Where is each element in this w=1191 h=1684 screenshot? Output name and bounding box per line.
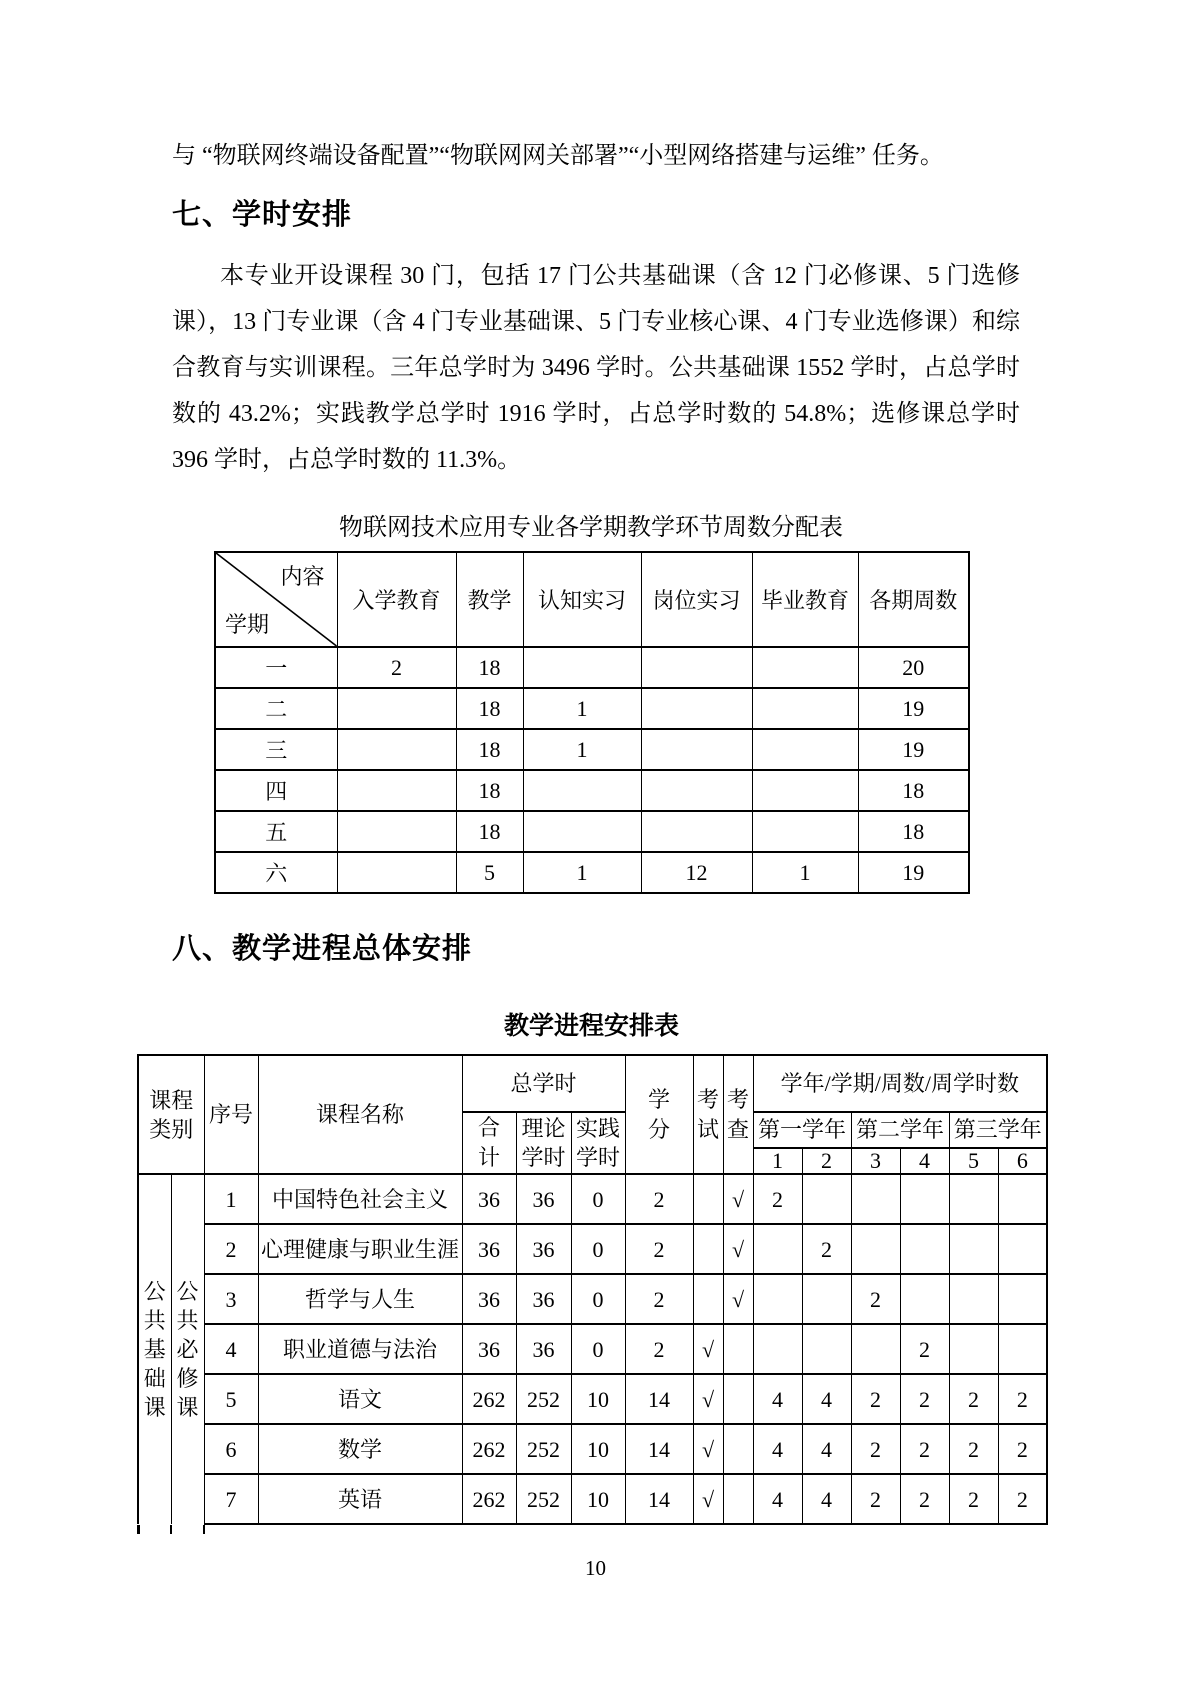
cell (523, 647, 641, 688)
table-row (215, 729, 969, 770)
cell (641, 770, 752, 811)
sem-hours: 2 (949, 1424, 998, 1474)
sem-hours: 2 (851, 1424, 900, 1474)
section-7-heading: 七、学时安排 (172, 199, 353, 231)
practice: 10 (571, 1374, 625, 1424)
table-row (215, 647, 969, 688)
total: 36 (462, 1174, 516, 1224)
practice: 0 (571, 1224, 625, 1274)
total: 36 (462, 1324, 516, 1374)
practice: 10 (571, 1424, 625, 1474)
cell: 1 (523, 852, 641, 893)
cell (752, 647, 858, 688)
course-name: 哲学与人生 (258, 1274, 462, 1324)
practice: 0 (571, 1174, 625, 1224)
cell: 1 (523, 688, 641, 729)
total: 262 (462, 1424, 516, 1474)
sem-hours: 4 (753, 1424, 802, 1474)
seq: 2 (204, 1224, 258, 1274)
column-header: 各期周数 (858, 552, 969, 647)
column-header: 岗位实习 (641, 552, 752, 647)
total: 36 (462, 1224, 516, 1274)
sem-hours (802, 1274, 851, 1324)
course-row (138, 1224, 1047, 1274)
cell: 12 (641, 852, 752, 893)
sem-hours (998, 1324, 1047, 1374)
section-8-heading: 八、教学进程总体安排 (172, 933, 473, 965)
course-name: 中国特色社会主义 (258, 1174, 462, 1224)
course-row (138, 1424, 1047, 1474)
check-mark: √ (723, 1274, 753, 1324)
header-subtotal: 合计 (462, 1112, 516, 1174)
cell (337, 688, 456, 729)
cell: 2 (337, 647, 456, 688)
header-semester: 1 (753, 1148, 802, 1174)
course-row (138, 1324, 1047, 1374)
corner-label-semester: 学期 (225, 612, 270, 637)
cell: 18 (858, 770, 969, 811)
corner-header-cell (215, 552, 337, 647)
cell (752, 688, 858, 729)
header-category: 课程类别 (138, 1055, 204, 1174)
header-exam: 考试 (693, 1055, 723, 1174)
cell (337, 852, 456, 893)
sem-hours: 4 (753, 1474, 802, 1524)
header-semester: 2 (802, 1148, 851, 1174)
cell (752, 811, 858, 852)
sem-hours: 2 (998, 1424, 1047, 1474)
sem-hours: 2 (900, 1324, 949, 1374)
check-mark (723, 1374, 753, 1424)
column-header: 毕业教育 (752, 552, 858, 647)
cell: 1 (523, 729, 641, 770)
header-total-hours: 总学时 (462, 1055, 625, 1112)
header-credits: 学分 (625, 1055, 693, 1174)
seq: 3 (204, 1274, 258, 1324)
sem-hours (753, 1224, 802, 1274)
sem-hours: 4 (802, 1374, 851, 1424)
cell: 20 (858, 647, 969, 688)
header-year-1: 第一学年 (753, 1112, 851, 1148)
cell (337, 770, 456, 811)
theory: 36 (516, 1274, 571, 1324)
credits: 14 (625, 1474, 693, 1524)
sem-hours: 2 (998, 1374, 1047, 1424)
course-row (138, 1374, 1047, 1424)
table-row (215, 852, 969, 893)
header-year-3: 第三学年 (949, 1112, 1047, 1148)
category-public-required: 公共必修课 (171, 1174, 204, 1524)
cell (752, 770, 858, 811)
course-row (138, 1174, 1047, 1224)
cell: 18 (456, 647, 523, 688)
header-semester: 5 (949, 1148, 998, 1174)
theory: 252 (516, 1474, 571, 1524)
header-practice-hours: 实践学时 (571, 1112, 625, 1174)
total: 36 (462, 1274, 516, 1324)
sem-hours: 4 (802, 1424, 851, 1474)
schedule-table-wrapper (137, 1054, 1046, 1525)
cell (337, 729, 456, 770)
sem-hours: 2 (900, 1474, 949, 1524)
sem-hours (753, 1274, 802, 1324)
category-public-basic: 公共基础课 (138, 1174, 171, 1524)
sem-hours: 2 (949, 1374, 998, 1424)
sem-hours: 4 (802, 1474, 851, 1524)
sem-hours (998, 1274, 1047, 1324)
cell (641, 811, 752, 852)
practice: 0 (571, 1324, 625, 1374)
header-seq: 序号 (204, 1055, 258, 1174)
row-label: 四 (215, 770, 337, 811)
column-header: 入学教育 (337, 552, 456, 647)
row-label: 五 (215, 811, 337, 852)
category-column-tail (203, 1525, 205, 1534)
sem-hours: 4 (753, 1374, 802, 1424)
teaching-schedule-table (137, 1054, 1048, 1525)
header-theory-hours: 理论学时 (516, 1112, 571, 1174)
cell (641, 729, 752, 770)
check-mark (723, 1424, 753, 1474)
cell: 19 (858, 688, 969, 729)
row-label: 二 (215, 688, 337, 729)
theory: 36 (516, 1324, 571, 1374)
theory: 252 (516, 1374, 571, 1424)
cell: 18 (456, 688, 523, 729)
cell (752, 729, 858, 770)
practice: 0 (571, 1274, 625, 1324)
cell (523, 811, 641, 852)
sem-hours (949, 1274, 998, 1324)
header-semester: 6 (998, 1148, 1047, 1174)
sem-hours (900, 1224, 949, 1274)
total: 262 (462, 1474, 516, 1524)
sem-hours: 2 (851, 1374, 900, 1424)
sem-hours (949, 1224, 998, 1274)
credits: 2 (625, 1224, 693, 1274)
seq: 6 (204, 1424, 258, 1474)
table-row (215, 811, 969, 852)
header-schedule: 学年/学期/周数/周学时数 (753, 1055, 1047, 1112)
section-7-paragraph: 本专业开设课程 30 门，包括 17 门公共基础课（含 12 门必修课、5 门选修课），13 门专业课（含 4 门专业基础课、5 门专业核心课、4 门专业选修课）和综合教育与实训课程。三年总学时为 3496 学时。公共基础课 1552 学时，占总学时数的 43.2%；实践教学总学时 1916 学时，占总学时数的 54.8%；选修课总学时 396 学时，占总学时数的 11.3%。 (172, 263, 1020, 473)
sem-hours (998, 1224, 1047, 1274)
theory: 36 (516, 1224, 571, 1274)
sem-hours (851, 1324, 900, 1374)
table-row (215, 688, 969, 729)
category-column-tail (137, 1525, 140, 1534)
course-name: 语文 (258, 1374, 462, 1424)
cell: 18 (456, 770, 523, 811)
check-mark: √ (723, 1224, 753, 1274)
cell: 18 (456, 811, 523, 852)
cell: 5 (456, 852, 523, 893)
intro-paragraph: 与 “物联网终端设备配置”“物联网网关部署”“小型网络搭建与运维” 任务。 (172, 143, 944, 169)
sem-hours: 2 (802, 1224, 851, 1274)
seq: 4 (204, 1324, 258, 1374)
course-row (138, 1474, 1047, 1524)
sem-hours: 2 (900, 1374, 949, 1424)
course-row (138, 1274, 1047, 1324)
sem-hours (753, 1324, 802, 1374)
sem-hours (802, 1174, 851, 1224)
exam-mark (693, 1274, 723, 1324)
cell: 19 (858, 852, 969, 893)
seq: 1 (204, 1174, 258, 1224)
cell: 18 (456, 729, 523, 770)
weeks-table-title: 物联网技术应用专业各学期教学环节周数分配表 (339, 515, 843, 541)
sem-hours: 2 (753, 1174, 802, 1224)
course-name: 数学 (258, 1424, 462, 1474)
cell: 19 (858, 729, 969, 770)
theory: 36 (516, 1174, 571, 1224)
practice: 10 (571, 1474, 625, 1524)
row-label: 一 (215, 647, 337, 688)
cell: 18 (858, 811, 969, 852)
exam-mark (693, 1174, 723, 1224)
schedule-table-title: 教学进程安排表 (503, 1012, 679, 1040)
check-mark (723, 1324, 753, 1374)
exam-mark (693, 1224, 723, 1274)
category-column-tail (170, 1525, 172, 1534)
sem-hours: 2 (900, 1424, 949, 1474)
course-name: 职业道德与法治 (258, 1324, 462, 1374)
header-course-name: 课程名称 (258, 1055, 462, 1174)
check-mark: √ (723, 1174, 753, 1224)
credits: 2 (625, 1324, 693, 1374)
exam-mark: √ (693, 1374, 723, 1424)
corner-label-content: 内容 (280, 564, 325, 589)
sem-hours (851, 1174, 900, 1224)
seq: 7 (204, 1474, 258, 1524)
sem-hours (998, 1174, 1047, 1224)
sem-hours (949, 1324, 998, 1374)
check-mark (723, 1474, 753, 1524)
credits: 2 (625, 1174, 693, 1224)
header-check: 考查 (723, 1055, 753, 1174)
exam-mark: √ (693, 1474, 723, 1524)
cell (641, 647, 752, 688)
course-name: 英语 (258, 1474, 462, 1524)
sem-hours (851, 1224, 900, 1274)
course-name: 心理健康与职业生涯 (258, 1224, 462, 1274)
theory: 252 (516, 1424, 571, 1474)
row-label: 三 (215, 729, 337, 770)
column-header: 教学 (456, 552, 523, 647)
cell (337, 811, 456, 852)
seq: 5 (204, 1374, 258, 1424)
cell (523, 770, 641, 811)
sem-hours (900, 1174, 949, 1224)
row-label: 六 (215, 852, 337, 893)
column-header: 认知实习 (523, 552, 641, 647)
page-number: 10 (585, 1556, 606, 1580)
table-row (215, 770, 969, 811)
sem-hours: 2 (851, 1274, 900, 1324)
credits: 2 (625, 1274, 693, 1324)
header-year-2: 第二学年 (851, 1112, 949, 1148)
header-semester: 4 (900, 1148, 949, 1174)
total: 262 (462, 1374, 516, 1424)
exam-mark: √ (693, 1424, 723, 1474)
sem-hours (949, 1174, 998, 1224)
cell: 1 (752, 852, 858, 893)
sem-hours (802, 1324, 851, 1374)
sem-hours: 2 (949, 1474, 998, 1524)
sem-hours: 2 (998, 1474, 1047, 1524)
weeks-distribution-table (214, 551, 970, 894)
sem-hours: 2 (851, 1474, 900, 1524)
cell (641, 688, 752, 729)
credits: 14 (625, 1374, 693, 1424)
credits: 14 (625, 1424, 693, 1474)
sem-hours (900, 1274, 949, 1324)
header-semester: 3 (851, 1148, 900, 1174)
exam-mark: √ (693, 1324, 723, 1374)
